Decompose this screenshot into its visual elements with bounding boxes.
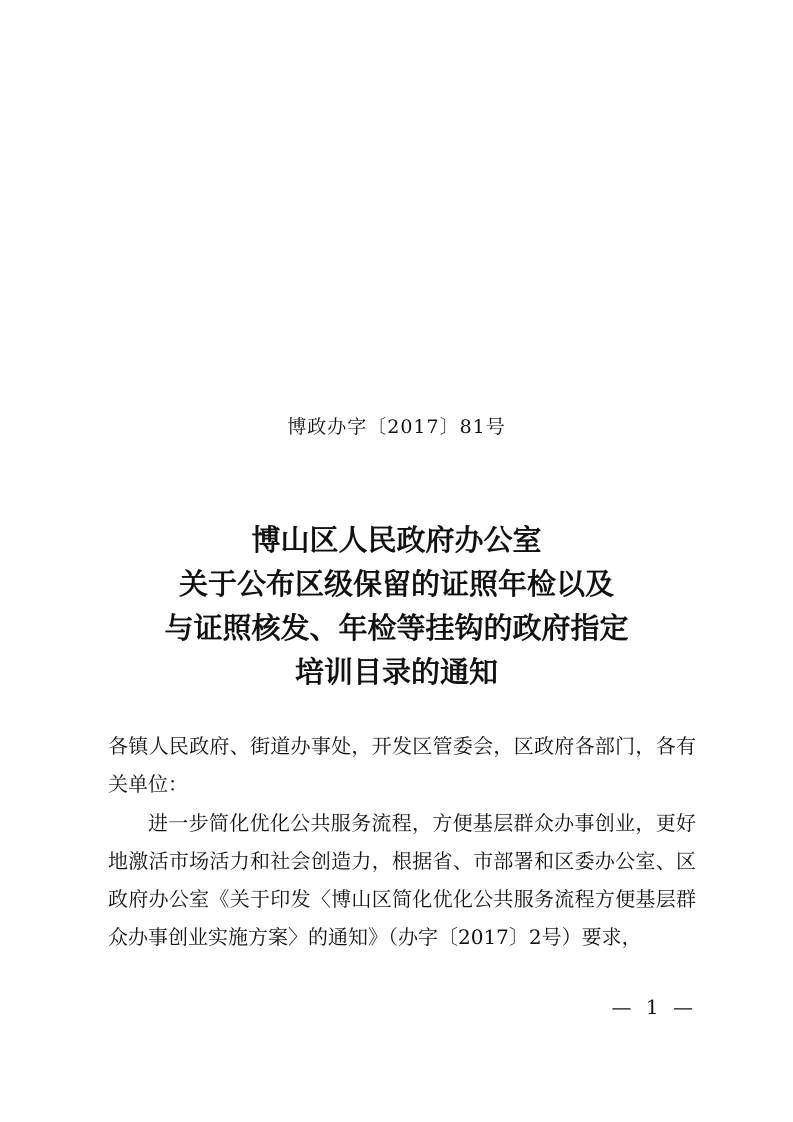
title-line: 培训目录的通知 (294, 655, 498, 689)
title-line: 博山区人民政府办公室 (251, 523, 542, 557)
body-paragraph: 进一步简化优化公共服务流程，方便基层群众办事创业，更好地激活市场活力和社会创造力，根据省、市部署和区委办公室、区政府办公室《关于印发〈博山区简化优化公共服务流程方便基层群众办事创业实施方案〉的通知》（办字〔2017〕2号）要求， (108, 811, 696, 949)
title-line: 关于公布区级保留的证照年检以及 (178, 567, 614, 601)
document-number: 博政办字〔2017〕81号 (287, 416, 506, 438)
page-number: — 1 — (611, 995, 697, 1019)
title-line: 与证照核发、年检等挂钩的政府指定 (164, 611, 629, 645)
addressee: 各镇人民政府、街道办事处，开发区管委会，区政府各部门，各有关单位： (108, 734, 696, 796)
document-title (0, 518, 793, 694)
